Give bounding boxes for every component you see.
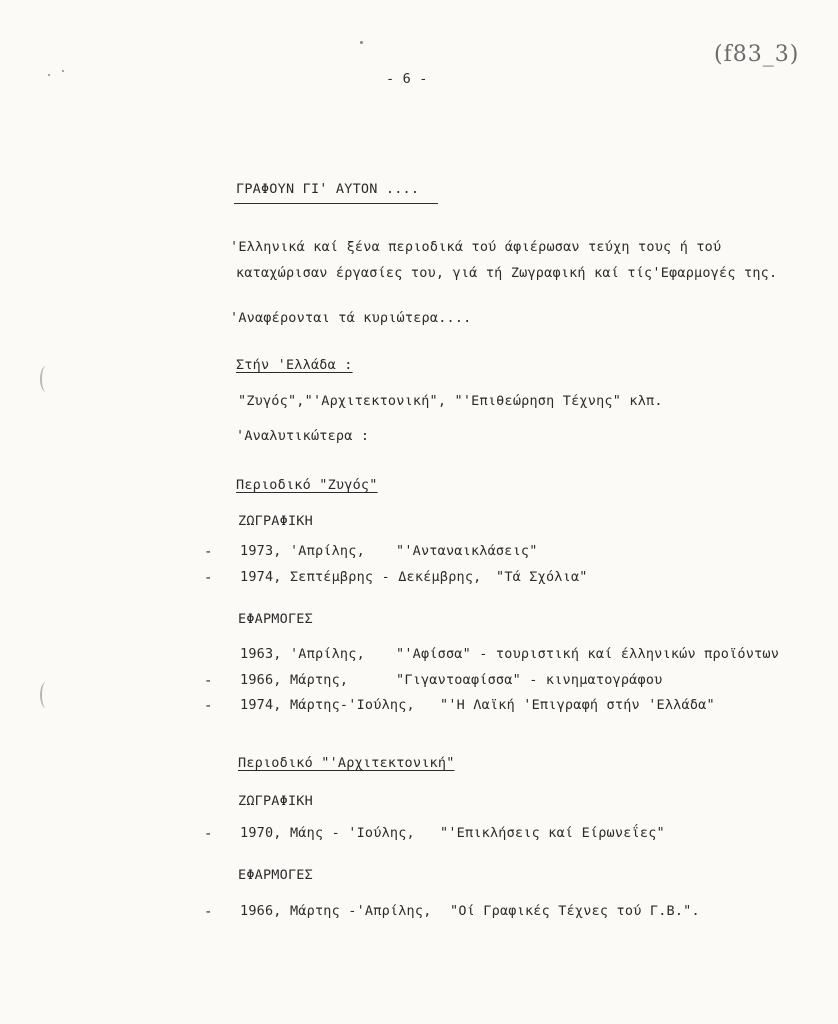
entry-title: "'Η Λαϊκή 'Επιγραφή στήν 'Ελλάδα" bbox=[440, 697, 715, 713]
intro-line-2: καταχώρισαν έργασίες του, γιά τή Ζωγραφική καί τίς'Εφαρμογές της. bbox=[236, 265, 778, 281]
ink-speck bbox=[48, 74, 50, 76]
detail-label: 'Αναλυτικώτερα : bbox=[236, 428, 370, 444]
entry-date: 1973, 'Απρίλης, bbox=[240, 543, 365, 559]
heading-rule bbox=[234, 203, 438, 204]
section-label: ΕΦΑΡΜΟΓΕΣ bbox=[238, 611, 313, 627]
entry-title: "'Ανταναικλάσεις" bbox=[396, 543, 538, 559]
archive-mark: (f83_3) bbox=[714, 42, 800, 67]
magazine-title: Περιοδικό "'Αρχιτεκτονική" bbox=[238, 755, 455, 771]
ink-speck bbox=[360, 41, 363, 44]
entry-date: 1974, Σεπτέμβρης - Δεκέμβρης, bbox=[240, 569, 482, 585]
list-dash: - bbox=[204, 570, 213, 586]
list-dash: - bbox=[204, 673, 213, 689]
section-label: ΕΦΑΡΜΟΓΕΣ bbox=[238, 867, 313, 883]
entry-title: "Γιγαντοαφίσσα" - κινηματογράφου bbox=[396, 672, 663, 688]
entry-date: 1966, Μάρτης, bbox=[240, 672, 349, 688]
entry-date: 1966, Μάρτης -'Απρίλης, bbox=[240, 903, 432, 919]
entry-title: "'Αφίσσα" - τουριστική καί έλληνικών προϊόντων bbox=[396, 646, 780, 662]
greece-list: "Ζυγός","'Αρχιτεκτονική", "'Επιθεώρηση Τέχνης" κλπ. bbox=[238, 393, 663, 409]
mentioned-line: 'Αναφέρονται τά κυριώτερα.... bbox=[230, 310, 472, 326]
section-label: ΖΩΓΡΑΦΙΚΗ bbox=[238, 513, 313, 529]
entry-title: "Οί Γραφικές Τέχνες τού Γ.Β.". bbox=[450, 903, 700, 919]
magazine-title: Περιοδικό "Ζυγός" bbox=[236, 477, 378, 493]
entry-title: "Τά Σχόλια" bbox=[496, 569, 588, 585]
punch-hole-mark bbox=[40, 366, 52, 392]
entry-title: "'Επικλήσεις καί Είρωνεΐες" bbox=[440, 825, 665, 841]
heading: ΓΡΑΦΟΥΝ ΓΙ' ΑΥΤΟΝ .... bbox=[236, 181, 420, 197]
greece-label: Στήν 'Ελλάδα : bbox=[236, 357, 353, 373]
intro-line-1: 'Ελληνικά καί ξένα περιοδικά τού άφιέρωσαν τεύχη τους ή τού bbox=[230, 239, 722, 255]
list-dash: - bbox=[204, 544, 213, 560]
page-number: - 6 - bbox=[386, 71, 428, 87]
list-dash: - bbox=[204, 698, 213, 714]
list-dash: - bbox=[204, 826, 213, 842]
entry-date: 1970, Μάης - 'Ιούλης, bbox=[240, 825, 415, 841]
punch-hole-mark bbox=[40, 682, 52, 708]
section-label: ΖΩΓΡΑΦΙΚΗ bbox=[238, 793, 313, 809]
entry-date: 1963, 'Απρίλης, bbox=[240, 646, 365, 662]
ink-speck bbox=[62, 70, 64, 72]
entry-date: 1974, Μάρτης-'Ιούλης, bbox=[240, 697, 415, 713]
list-dash: - bbox=[204, 904, 213, 920]
